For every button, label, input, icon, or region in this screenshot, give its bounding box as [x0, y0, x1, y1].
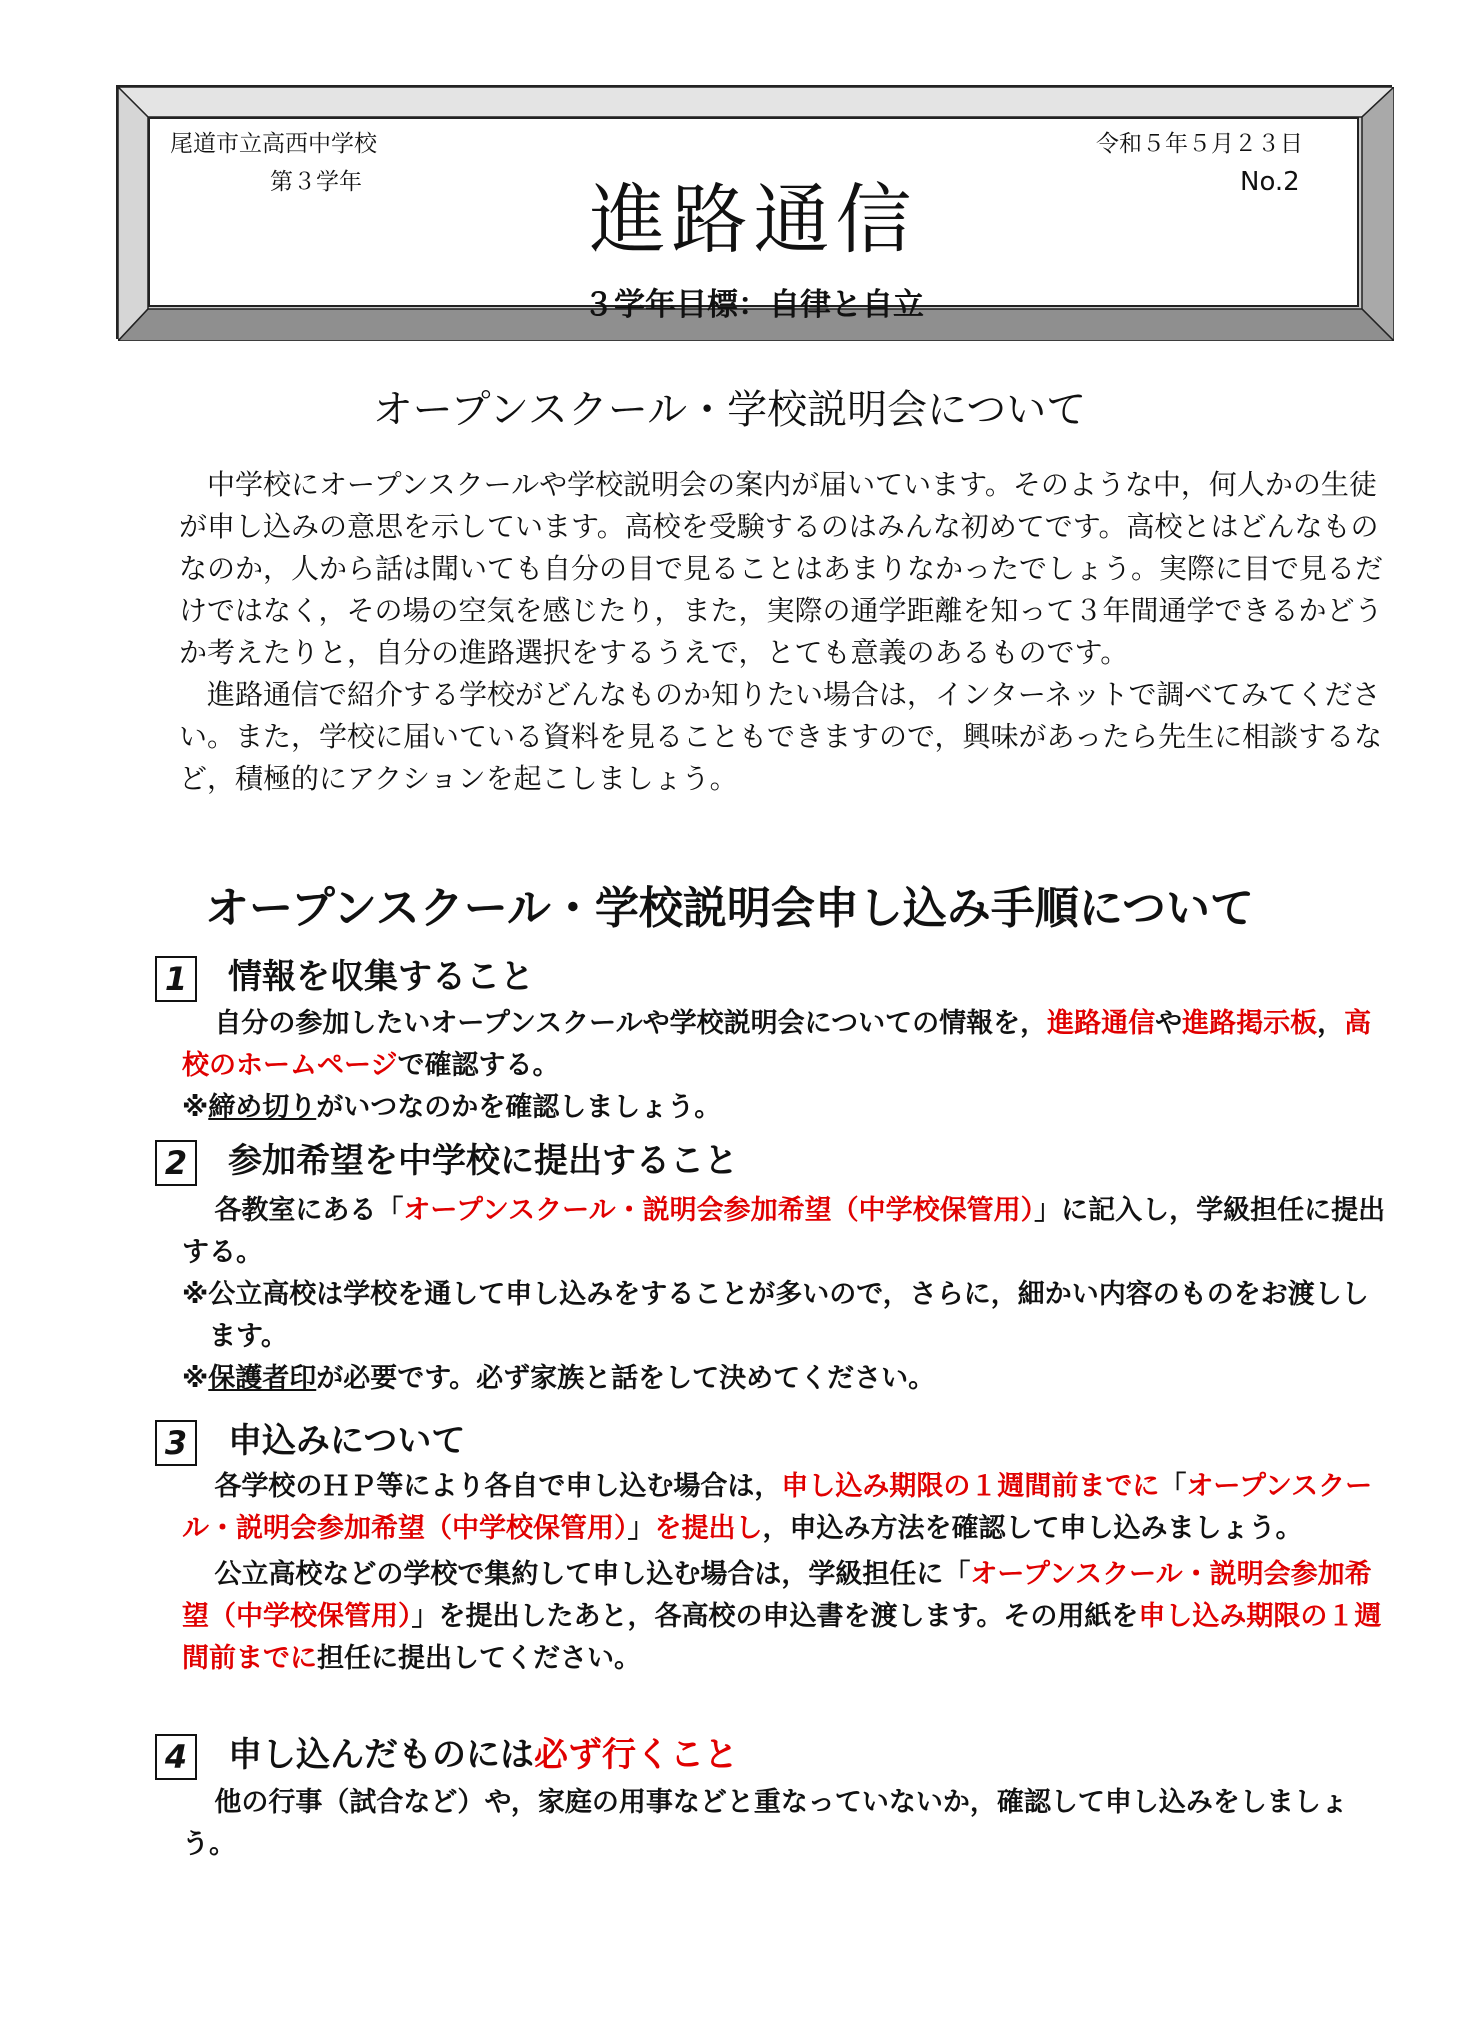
text-span: 」に記入し，学級担任に提出する。	[182, 1195, 1386, 1268]
highlight-text: 申し込み期限の１週間前までに	[781, 1471, 1160, 1502]
text-span: ，	[1317, 1008, 1345, 1039]
step-2-text	[182, 1190, 1392, 1274]
step-number-1: 1	[155, 956, 197, 1002]
step-title-2: 参加希望を中学校に提出すること	[228, 1141, 738, 1181]
issue-date: 令和５年５月２３日	[1096, 131, 1303, 157]
step-body-1	[182, 1003, 1392, 1129]
highlight-text: 進路通信	[1047, 1008, 1156, 1039]
issue-number: No.2	[1240, 167, 1300, 197]
text-span: がいつなのかを確認しましょう。	[316, 1092, 722, 1123]
step-3-paragraph-2	[182, 1554, 1392, 1680]
note-mark: ※	[182, 1363, 209, 1394]
highlight-text: を提出し	[654, 1513, 763, 1544]
highlight-text: 必ず行くこと	[534, 1735, 738, 1775]
intro-paragraph-2: 進路通信で紹介する学校がどんなものか知りたい場合は，インターネットで調べてみてください。また，学校に届いている資料を見ることもできますので，興味があったら先生に相談するなど，積極的にアクションを起こしましょう。	[179, 678, 1383, 795]
note-mark: ※	[182, 1092, 209, 1123]
step-title-1: 情報を収集すること	[228, 957, 534, 997]
step-body-3	[182, 1466, 1392, 1680]
text-span: や	[1155, 1008, 1183, 1039]
header-frame	[116, 85, 1392, 339]
school-name: 尾道市立高西中学校	[170, 131, 377, 157]
highlight-text: オープンスクール・説明会参加希望（中学校保管用）	[182, 1471, 1373, 1544]
text-span: 担任に提出してください。	[317, 1643, 641, 1674]
newsletter-title: 進路通信	[589, 175, 918, 264]
grade-label: 第３学年	[270, 169, 362, 195]
step-number-4: 4	[155, 1734, 197, 1780]
text-span: が必要です。必ず家族と話をして決めてください。	[316, 1363, 936, 1394]
intro-paragraph-1: 中学校にオープンスクールや学校説明会の案内が届いています。そのような中，何人かの生徒が申し込みの意思を示しています。高校を受験するのはみんな初めてです。高校とはどんなものなのか，人から話は聞いても自分の目で見ることはあまりなかったでしょう。実際に目で見るだけではなく，その場の空気を感じたり，また，実際の通学距離を知って３年間通学できるかどうか考えたりと，自分の進路選択をするうえで，とても意義のあるものです。	[179, 468, 1384, 669]
step-body-2	[182, 1190, 1392, 1400]
step-1-note	[182, 1087, 1392, 1129]
text-span: 」を提出したあと，各高校の申込書を渡します。その用紙を	[411, 1601, 1139, 1632]
text-span: 自分の参加したいオープンスクールや学校説明会についての情報を，	[214, 1008, 1048, 1039]
grade-motto: ３学年目標：自律と自立	[583, 287, 924, 323]
step-4-text: 他の行事（試合など）や，家庭の用事などと重なっていないか，確認して申し込みをしましょう。	[182, 1787, 1348, 1860]
text-span: 「	[1159, 1471, 1187, 1502]
step-title-4	[228, 1735, 738, 1775]
step-body-4	[182, 1782, 1392, 1866]
highlight-text: オープンスクール・説明会参加希望（中学校保管用）	[403, 1195, 1035, 1226]
step-number-3: 3	[155, 1420, 197, 1466]
underlined-text: 締め切り	[208, 1092, 317, 1123]
text-span: ，申込み方法を確認して申し込みましょう。	[762, 1513, 1303, 1544]
highlight-text: 高校のホームページ	[182, 1008, 1372, 1081]
text-span: 各教室にある「	[214, 1195, 404, 1226]
text-span: 各学校のＨＰ等により各自で申し込む場合は，	[214, 1471, 782, 1502]
intro-text	[179, 464, 1389, 800]
step-1-text	[182, 1003, 1392, 1087]
section-heading-procedure: オープンスクール・学校説明会申し込み手順について	[205, 883, 1254, 934]
text-span: で確認する。	[397, 1050, 560, 1081]
highlight-text: 申し込み期限の１週間前までに	[182, 1601, 1382, 1674]
highlight-text: 進路掲示板	[1182, 1008, 1318, 1039]
step-title-3: 申込みについて	[228, 1421, 466, 1461]
text-span: 申し込んだものには	[228, 1735, 534, 1775]
underlined-text: 保護者印	[208, 1363, 317, 1394]
header-panel	[148, 117, 1359, 323]
step-2-note-1: ※公立高校は学校を通して申し込みをすることが多いので，さらに，細かい内容のものをお渡しします。	[182, 1279, 1369, 1352]
text-span: 」	[627, 1513, 655, 1544]
text-span: 公立高校などの学校で集約して申し込む場合は，学級担任に「	[214, 1559, 971, 1590]
section-heading-open-school: オープンスクール・学校説明会について	[372, 387, 1087, 433]
step-number-2: 2	[155, 1140, 197, 1186]
step-2-note-2	[182, 1358, 1392, 1400]
highlight-text: オープンスクール・説明会参加希望（中学校保管用）	[182, 1559, 1372, 1632]
step-3-paragraph-1	[182, 1466, 1392, 1550]
